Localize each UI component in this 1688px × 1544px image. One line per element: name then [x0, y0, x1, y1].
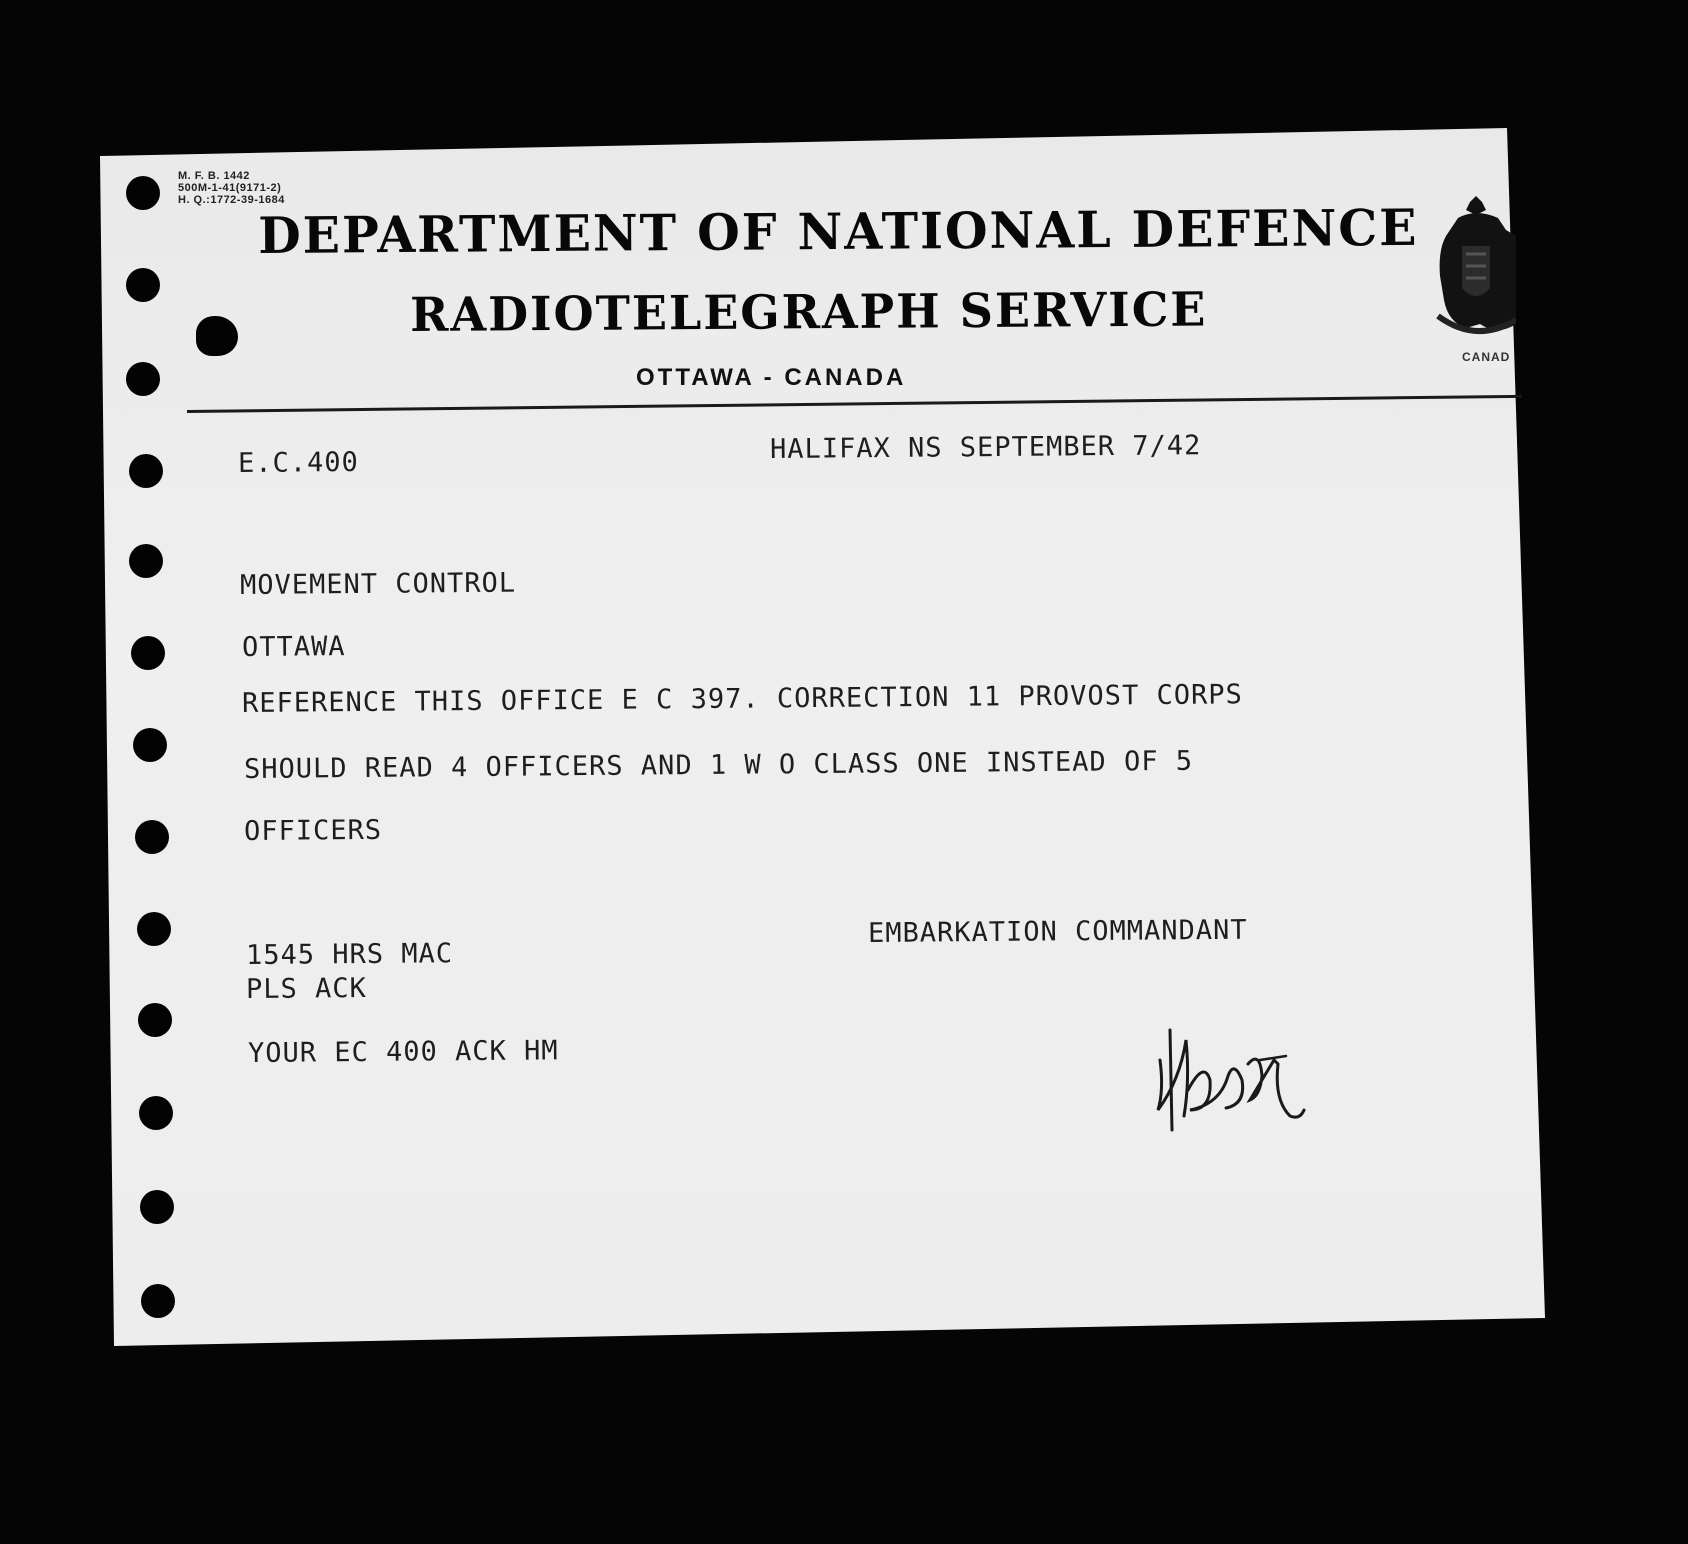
punch-hole: [137, 912, 171, 946]
department-heading: DEPARTMENT OF NATIONAL DEFENCE: [258, 197, 1419, 265]
handwritten-signature: [1150, 1020, 1320, 1140]
message-body-line: OFFICERS: [243, 814, 383, 847]
message-body-line: REFERENCE THIS OFFICE E C 397. CORRECTION 11 PROVOST CORPS: [241, 679, 1243, 719]
addressee-line: MOVEMENT CONTROL: [239, 567, 517, 601]
punch-hole: [139, 1096, 173, 1130]
crest-label: CANAD: [1462, 350, 1511, 364]
ack-reply: YOUR EC 400 ACK HM: [247, 1035, 559, 1069]
sender: EMBARKATION COMMANDANT: [867, 914, 1248, 949]
ack-request: PLS ACK: [245, 972, 367, 1005]
punch-hole: [131, 636, 165, 670]
punch-hole: [141, 1284, 175, 1318]
form-code-line: M. F. B. 1442: [178, 170, 250, 182]
punch-hole: [129, 544, 163, 578]
message-number: E.C.400: [237, 446, 359, 479]
message-body-line: SHOULD READ 4 OFFICERS AND 1 W O CLASS ONE INSTEAD OF 5: [243, 745, 1194, 785]
punch-hole: [126, 362, 160, 396]
form-code-line: 500M-1-41(9171-2): [178, 182, 282, 194]
addressee-line: OTTAWA: [241, 631, 346, 663]
punch-hole: [138, 1003, 172, 1037]
form-code: [178, 170, 285, 206]
punch-hole: [133, 728, 167, 762]
punch-hole-torn: [196, 316, 238, 356]
punch-hole: [126, 268, 160, 302]
form-code-line: H. Q.:1772-39-1684: [178, 194, 285, 206]
punch-hole: [135, 820, 169, 854]
punch-hole: [129, 454, 163, 488]
location-heading: OTTAWA - CANADA: [636, 364, 907, 391]
time-line: 1545 HRS MAC: [245, 938, 454, 971]
origin-and-date: HALIFAX NS SEPTEMBER 7/42: [769, 430, 1202, 465]
service-heading: RADIOTELEGRAPH SERVICE: [410, 282, 1208, 343]
punch-hole: [140, 1190, 174, 1224]
coat-of-arms-icon: [1436, 196, 1516, 346]
punch-hole: [126, 176, 160, 210]
